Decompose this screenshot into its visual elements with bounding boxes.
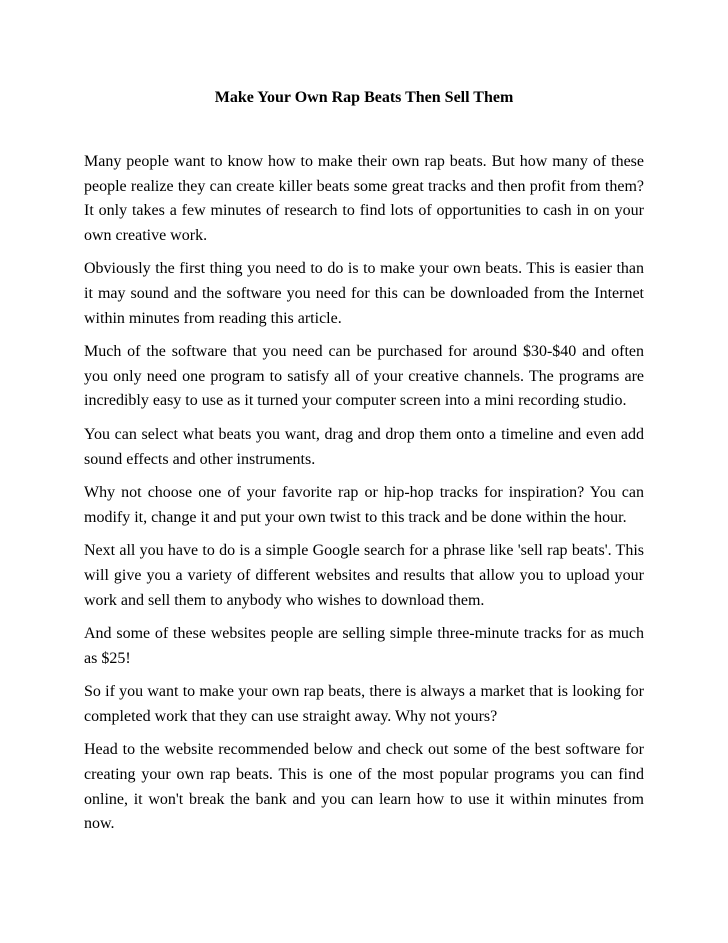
paragraph-8: So if you want to make your own rap beats, there is always a market that is looking for completed work that they can use straight away. Why not yours? <box>84 683 644 725</box>
paragraph-4: You can select what beats you want, drag and drop them onto a timeline and even add sound effects and other instruments. <box>84 425 644 468</box>
paragraph-7: And some of these websites people are selling simple three-minute tracks for as much as $25! <box>84 625 644 667</box>
paragraph-1: Many people want to know how to make their own rap beats. But how many of these people realize they can create killer beats some great tracks and then profit from them? It only takes a few minutes of research to find lots of opportunities to cash in on your own creative work. <box>84 153 644 244</box>
document-title: Make Your Own Rap Beats Then Sell Them <box>214 89 514 106</box>
paragraph-5: Why not choose one of your favorite rap or hip-hop tracks for inspiration? You can modify it, change it and put your own twist to this track and be done within the hour. <box>84 484 644 526</box>
document-body <box>84 150 644 846</box>
paragraph-6: Next all you have to do is a simple Google search for a phrase like 'sell rap beats'. This will give you a variety of different websites and results that allow you to upload your work and sell them to anybody who wishes to download them. <box>84 542 644 609</box>
paragraph-9: Head to the website recommended below and check out some of the best software for creating your own rap beats. This is one of the most popular programs you can find online, it won't break the bank and you can learn how to use it within minutes from now. <box>84 741 644 833</box>
paragraph-2: Obviously the first thing you need to do is to make your own beats. This is easier than it may sound and the software you need for this can be downloaded from the Internet within minutes from reading this article. <box>84 260 644 327</box>
paragraph-3: Much of the software that you need can be purchased for around $30-$40 and often you only need one program to satisfy all of your creative channels. The programs are incredibly easy to use as it turned your computer screen into a mini recording studio. <box>84 343 644 410</box>
